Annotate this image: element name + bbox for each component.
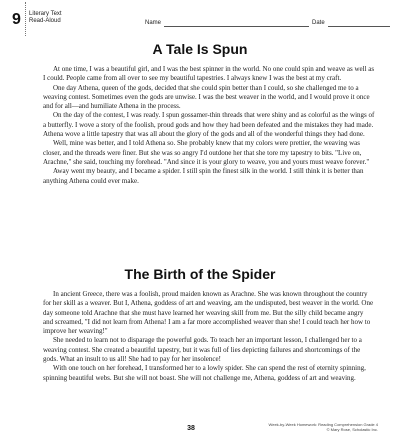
story2-paragraph: She needed to learn not to disparage the powerful gods. To teach her an important lesson, I challenged her to a weaving contest. She created a beautiful tapestry, but it was full of lies depicting failures and shortcomings of the gods. What an insult to us all! She had to pay for her insolence! [43,336,362,364]
name-label: Name [145,20,162,26]
story1-paragraph: At one time, I was a beautiful girl, and I was the best spinner in the world. No one could spin and weave as well as I could. People came from all over to see my beautiful tapestries. I always knew I was the best at my craft. [43,65,375,83]
credit-line: Week-by-Week Homework: Reading Comprehension Grade 4 [268,422,378,427]
copyright-credit [248,422,378,432]
story2-title: The Birth of the Spider [124,266,276,282]
name-field[interactable] [164,26,309,27]
story1-paragraph: One day Athena, queen of the gods, decided that she could spin better than I could, so she challenged me to a weaving contest. Sometimes even the gods are unwise. I was the best weaver in the world, and I would prove it once and for all—and humiliate Athena in the process. [43,83,370,111]
credit-line: © Mary Rose, Scholastic Inc. [326,427,378,432]
header-dotted-divider [25,2,26,36]
lesson-type-line1: Literary Text [29,11,62,17]
story1-title: A Tale Is Spun [152,41,248,57]
date-field[interactable] [328,26,390,27]
story1-body [43,65,375,186]
story1-paragraph: On the day of the contest, I was ready. I spun gossamer-thin threads that were shiny and as colorful as the wings of a butterfly. I wove a story of the foolish, proud gods and how they had been defeated and the mistakes they had made. Athena wove a little tapestry that was all about the glory of the gods and all of the wonderful things they had done. [43,111,375,139]
lesson-type-line2: Read-Aloud [29,18,61,24]
story2-paragraph: With one touch on her forehead, I transformed her to a lowly spider. She can spend the rest of eternity spinning, spinning beautiful webs. But she will not boast. She will not challenge me, Athena, goddess of art and weaving. [43,364,366,382]
story2-paragraph: In ancient Greece, there was a foolish, proud maiden known as Arachne. She was known throughout the country for her skill as a weaver. But I, Athena, goddess of art and weaving, am the undisputed, best weaver in the world. One day someone told Arachne that she must have learned her weaving skill from me. But the silly child became angry and screamed, "I did not learn from Athena! I am a far more accomplished weaver than she! I could teach her how to improve her weaving!" [43,290,374,336]
story1-paragraph: Away went my beauty, and I became a spider. I still spin the finest silk in the world. I still think it is better than anything Athena could ever make. [43,167,364,185]
date-label: Date [312,20,325,26]
page-number: 38 [187,425,195,432]
lesson-type-label [29,11,62,25]
worksheet-header [12,10,392,32]
story2-body [43,290,375,383]
lesson-number: 9 [12,11,21,28]
story1-paragraph: Well, mine was better, and I told Athena so. She probably knew that my colors were prettier, the weaving was closer, and the threads were finer. But she was so angry I'd outdone her that she tore my tapestry to bits. "Live on, Arachne," she said, touching my forehead. "And since it is your glory to weave, you and yours must weave forever." [43,139,370,166]
